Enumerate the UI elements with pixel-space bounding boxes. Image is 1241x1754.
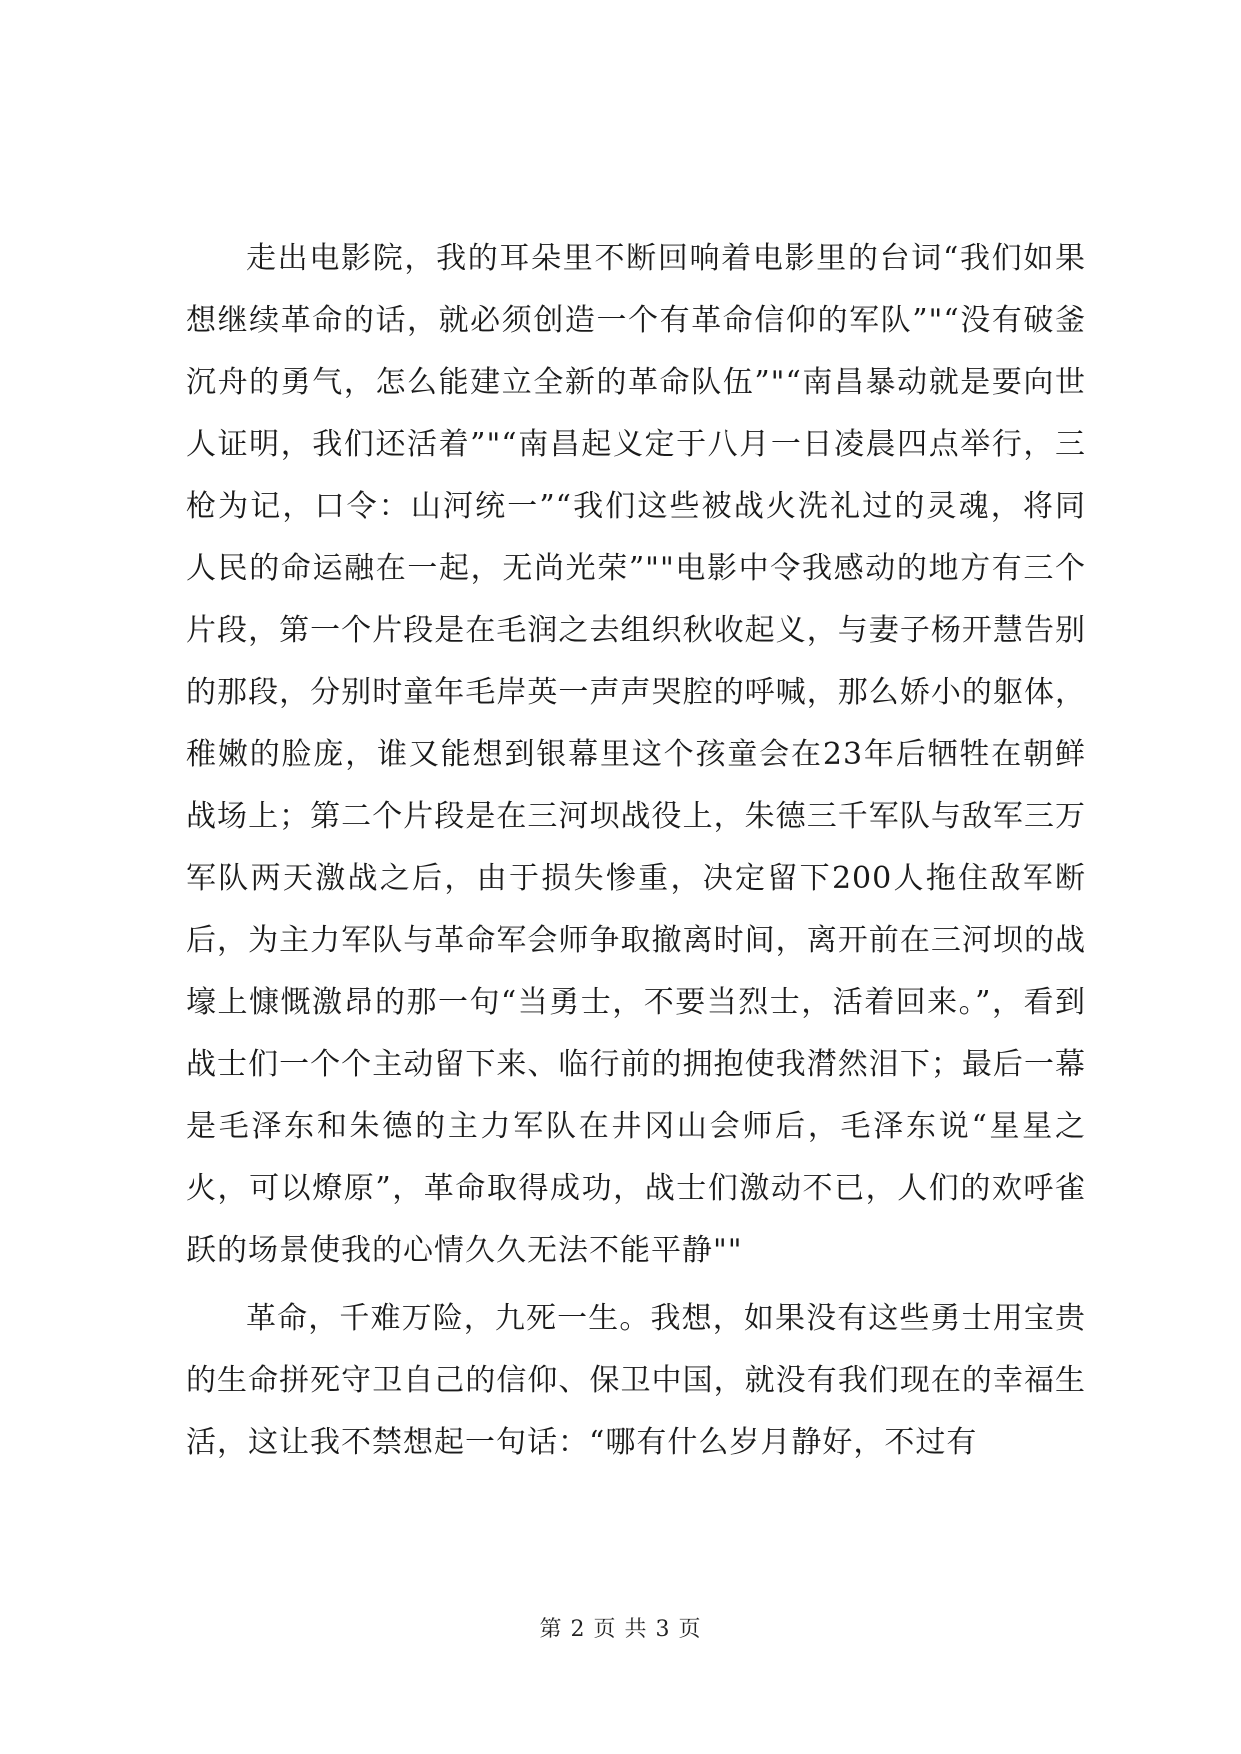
- document-body: [186, 228, 1086, 1474]
- paragraph-revolution: 革命，千难万险，九死一生。我想，如果没有这些勇士用宝贵的生命拼死守卫自己的信仰、保卫中国，就没有我们现在的幸福生活，这让我不禁想起一句话：“哪有什么岁月静好，不过有: [186, 1301, 1086, 1460]
- paragraph-movie-reflection: 走出电影院，我的耳朵里不断回响着电影里的台词“我们如果想继续革命的话，就必须创造一个有革命信仰的军队”"“没有破釜沉舟的勇气，怎么能建立全新的革命队伍”"“南昌暴动就是要向世人证明，我们还活着”"“南昌起义定于八月一日凌晨四点举行，三枪为记，口令：山河统一”“我们这些被战火洗礼过的灵魂，将同人民的命运融在一起，无尚光荣”""电影中令我感动的地方有三个片段，第一个片段是在毛润之去组织秋收起义，与妻子杨开慧告别的那段，分别时童年毛岸英一声声哭腔的呼喊，那么娇小的躯体，稚嫩的脸庞，谁又能想到银幕里这个孩童会在23年后牺牲在朝鲜战场上；第二个片段是在三河坝战役上，朱德三千军队与敌军三万军队两天激战之后，由于损失惨重，决定留下200人拖住敌军断后，为主力军队与革命军会师争取撤离时间，离开前在三河坝的战壕上慷慨激昂的那一句“当勇士，不要当烈士，活着回来。”，看到战士们一个个主动留下来、临行前的拥抱使我潸然泪下；最后一幕是毛泽东和朱德的主力军队在井冈山会师后，毛泽东说“星星之火，可以燎原”，革命取得成功，战士们激动不已，人们的欢呼雀跃的场景使我的心情久久无法不能平静"": [186, 241, 1086, 1268]
- page-number-footer: 第 2 页 共 3 页: [539, 1617, 702, 1642]
